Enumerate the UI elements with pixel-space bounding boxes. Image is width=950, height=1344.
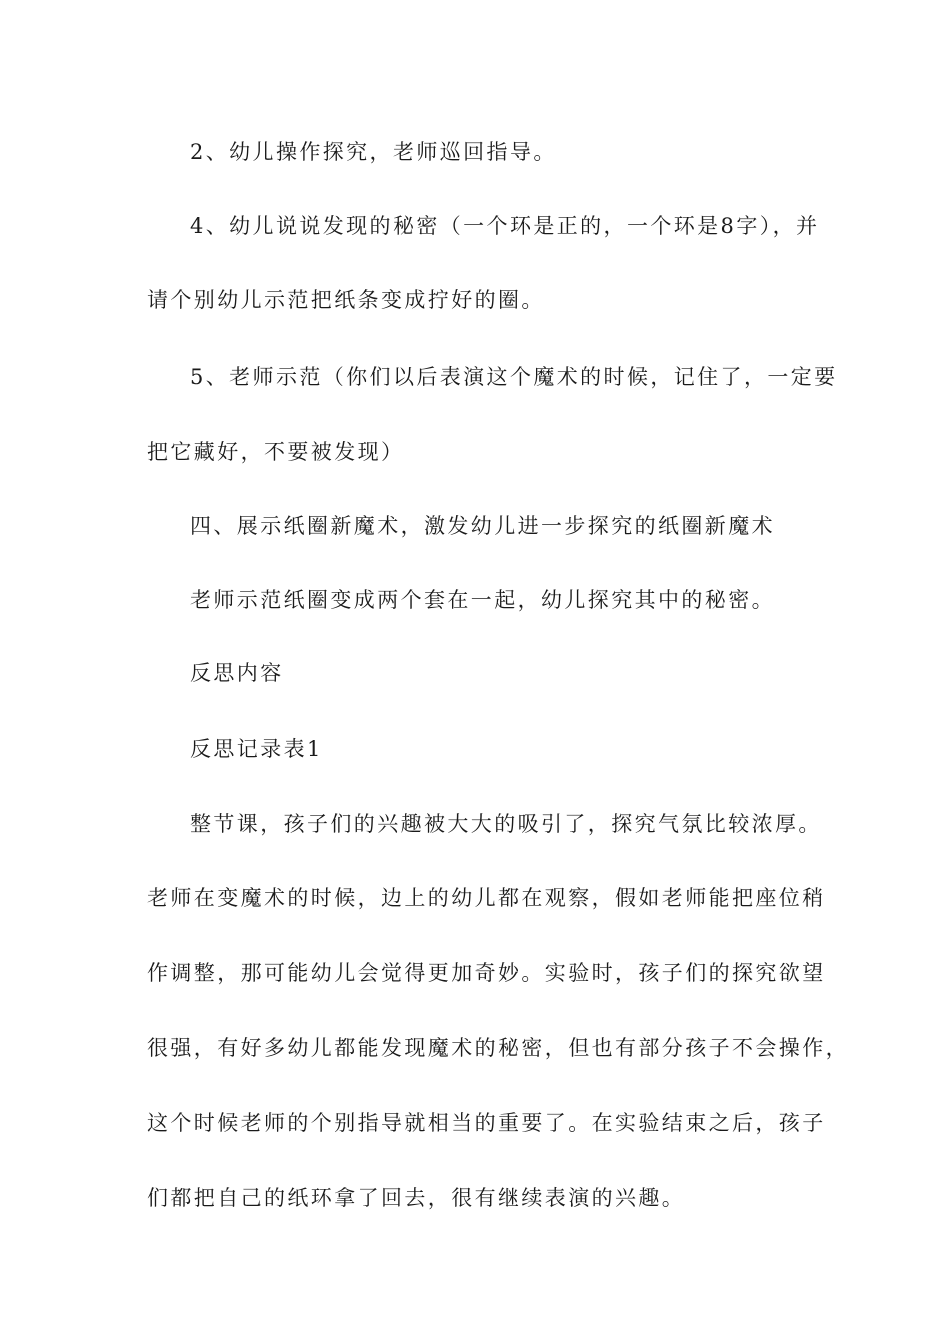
paragraph-line: 很强，有好多幼儿都能发现魔术的秘密，但也有部分孩子不会操作， (147, 1036, 849, 1060)
paragraph-line: 2、幼儿操作探究，老师巡回指导。 (190, 140, 557, 164)
section-heading: 反思记录表1 (190, 737, 323, 761)
paragraph-line: 把它藏好，不要被发现） (147, 440, 405, 464)
paragraph-line: 作调整，那可能幼儿会觉得更加奇妙。实验时，孩子们的探究欲望 (147, 961, 826, 985)
paragraph-line: 这个时候老师的个别指导就相当的重要了。在实验结束之后，孩子 (147, 1111, 826, 1135)
paragraph-line: 们都把自己的纸环拿了回去，很有继续表演的兴趣。 (147, 1186, 686, 1210)
paragraph-line: 老师在变魔术的时候，边上的幼儿都在观察，假如老师能把座位稍 (147, 886, 826, 910)
section-heading: 四、展示纸圈新魔术，激发幼儿进一步探究的纸圈新魔术 (190, 514, 775, 538)
paragraph-line: 整节课，孩子们的兴趣被大大的吸引了，探究气氛比较浓厚。 (190, 812, 822, 836)
paragraph-line: 4、幼儿说说发现的秘密（一个环是正的，一个环是8字），并 (190, 214, 820, 238)
paragraph-line: 5、老师示范（你们以后表演这个魔术的时候，记住了，一定要 (190, 365, 838, 389)
paragraph-line: 请个别幼儿示范把纸条变成拧好的圈。 (147, 288, 545, 312)
paragraph-line: 老师示范纸圈变成两个套在一起，幼儿探究其中的秘密。 (190, 588, 775, 612)
section-heading: 反思内容 (190, 661, 284, 685)
